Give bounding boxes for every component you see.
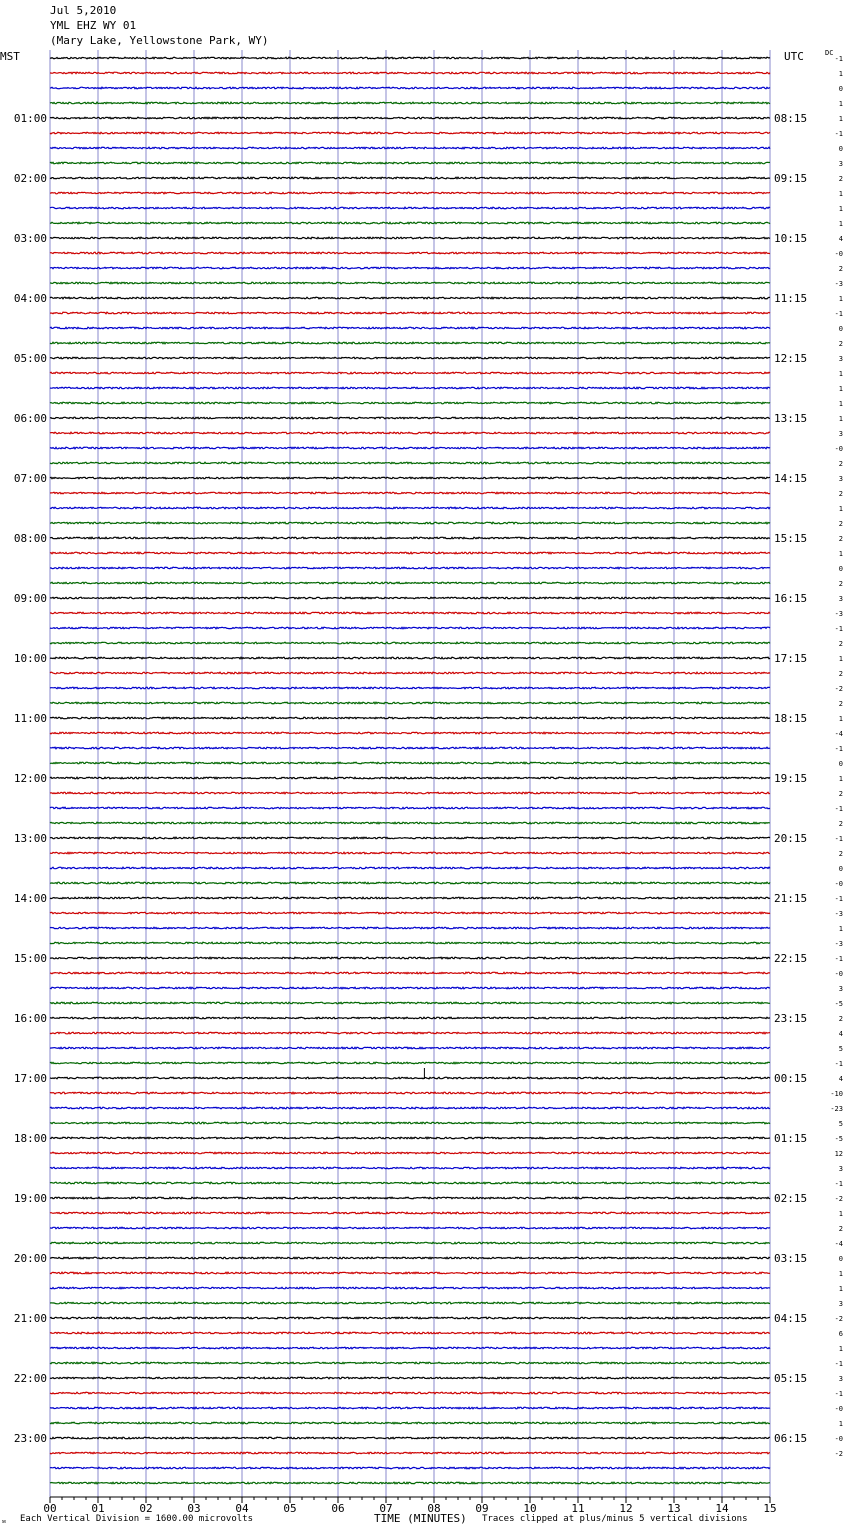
dc-offset-label: 3 [838,1300,843,1308]
right-hour-label: 22:15 [774,952,808,965]
right-hour-label: 15:15 [774,532,808,545]
trace-line [50,1197,770,1199]
trace-line [50,882,770,884]
dc-offset-label: -1 [834,625,843,633]
trace-line [50,837,770,839]
left-hour-label: 17:00 [13,1072,47,1085]
trace-line [50,987,770,989]
dc-offset-label: 1 [838,115,843,123]
trace-line [50,147,770,149]
trace-line [50,687,770,689]
dc-offset-label: 1 [838,775,843,783]
trace-line [50,627,770,629]
trace-line [50,1287,770,1289]
dc-offset-label: 3 [838,355,843,363]
dc-offset-label: 0 [838,145,843,153]
dc-offset-label: -0 [834,970,843,978]
dc-offset-label: -1 [834,1390,843,1398]
x-tick-label: 12 [619,1502,633,1515]
left-hour-label: 12:00 [13,772,47,785]
right-timezone-label: UTC [784,50,804,63]
dc-offset-label: 1 [838,100,843,108]
dc-offset-label: -1 [834,805,843,813]
trace-line [50,762,770,764]
left-hour-label: 06:00 [13,412,47,425]
trace-line [50,1002,770,1004]
trace-line [50,1152,770,1154]
dc-offset-label: 2 [838,1225,843,1233]
dc-offset-label: -1 [834,955,843,963]
left-hour-label: 04:00 [13,292,47,305]
trace-line [50,417,770,419]
x-tick-label: 02 [139,1502,153,1515]
trace-line [50,222,770,224]
dc-offset-label: -2 [834,1450,843,1458]
corner-mark: ᴍ [2,1518,6,1525]
dc-offset-label: -1 [834,745,843,753]
dc-offset-label: 1 [838,715,843,723]
dc-offset-label: -3 [834,940,843,948]
dc-offset-label: 4 [838,235,843,243]
x-tick-label: 13 [667,1502,681,1515]
dc-offset-label: -0 [834,1405,843,1413]
right-hour-label: 09:15 [774,172,808,185]
trace-line [50,72,770,74]
dc-offset-label: 4 [838,1075,843,1083]
trace-line [50,1332,770,1334]
dc-offset-label: -0 [834,1435,843,1443]
dc-offset-label: 1 [838,1420,843,1428]
dc-offset-label: -1 [834,895,843,903]
left-hour-label: 09:00 [13,592,47,605]
trace-line [50,297,770,299]
dc-offset-label: -1 [834,55,843,63]
x-tick-label: 00 [43,1502,57,1515]
dc-offset-label: 1 [838,550,843,558]
trace-line [50,477,770,479]
trace-line [50,957,770,959]
trace-line [50,822,770,824]
left-hour-label: 11:00 [13,712,47,725]
dc-offset-label: -3 [834,910,843,918]
left-hour-label: 15:00 [13,952,47,965]
dc-offset-label: -1 [834,1060,843,1068]
dc-offset-label: 3 [838,985,843,993]
dc-offset-label: 2 [838,790,843,798]
dc-offset-label: 2 [838,265,843,273]
dc-offset-label: -1 [834,130,843,138]
dc-offset-label: 1 [838,1345,843,1353]
dc-offset-label: 1 [838,505,843,513]
trace-line [50,567,770,569]
trace-line [50,597,770,599]
clipping-note: Traces clipped at plus/minus 5 vertical divisions [482,1514,748,1524]
right-hour-label: 01:15 [774,1132,808,1145]
x-tick-label: 09 [475,1502,489,1515]
trace-line [50,402,770,404]
trace-line [50,237,770,239]
station-location: (Mary Lake, Yellowstone Park, WY) [50,34,269,47]
trace-line [50,462,770,464]
trace-line [50,1017,770,1019]
dc-offset-label: 1 [838,1210,843,1218]
left-hour-label: 18:00 [13,1132,47,1145]
dc-offset-label: 1 [838,70,843,78]
dc-offset-label: 5 [838,1045,843,1053]
dc-offset-label: 1 [838,1285,843,1293]
dc-offset-label: 5 [838,1120,843,1128]
x-tick-label: 10 [523,1502,537,1515]
left-hour-label: 23:00 [13,1432,47,1445]
dc-offset-label: 2 [838,490,843,498]
trace-line [50,897,770,899]
trace-line [50,792,770,794]
trace-line [50,177,770,179]
trace-line [50,552,770,554]
dc-offset-label: 0 [838,1255,843,1263]
trace-line [50,732,770,734]
dc-offset-label: 2 [838,175,843,183]
trace-line [50,1047,770,1049]
right-hour-label: 23:15 [774,1012,808,1025]
dc-offset-label: 2 [838,460,843,468]
right-hour-label: 17:15 [774,652,808,665]
left-hour-label: 08:00 [13,532,47,545]
dc-offset-label: 3 [838,430,843,438]
trace-line [50,1347,770,1349]
dc-offset-label: -0 [834,445,843,453]
x-tick-label: 14 [715,1502,729,1515]
dc-offset-label: 1 [838,655,843,663]
dc-offset-label: -3 [834,280,843,288]
trace-line [50,1272,770,1274]
trace-line [50,1302,770,1304]
trace-line [50,852,770,854]
dc-offset-label: 1 [838,385,843,393]
trace-line [50,1032,770,1034]
dc-offset-label: 2 [838,640,843,648]
left-hour-label: 13:00 [13,832,47,845]
dc-offset-label: -1 [834,1180,843,1188]
trace-line [50,1062,770,1064]
trace-line [50,612,770,614]
dc-offset-label: -1 [834,1360,843,1368]
trace-line [50,1167,770,1169]
left-hour-label: 21:00 [13,1312,47,1325]
trace-line [50,1467,770,1469]
trace-line [50,1227,770,1229]
dc-offset-label: 2 [838,670,843,678]
trace-line [50,1482,770,1484]
dc-offset-label: 0 [838,760,843,768]
dc-offset-label: 0 [838,565,843,573]
trace-line [50,1317,770,1319]
trace-line [50,1107,770,1109]
right-hour-label: 02:15 [774,1192,808,1205]
station-id: YML EHZ WY 01 [50,19,137,32]
trace-line [50,162,770,164]
trace-line [50,522,770,524]
trace-line [50,507,770,509]
trace-line [50,1122,770,1124]
dc-offset-label: -5 [834,1135,843,1143]
left-hour-label: 19:00 [13,1192,47,1205]
trace-line [50,942,770,944]
dc-offset-label: 2 [838,520,843,528]
right-hour-label: 12:15 [774,352,808,365]
trace-line [50,207,770,209]
trace-line [50,102,770,104]
x-tick-label: 04 [235,1502,249,1515]
trace-line [50,1212,770,1214]
right-hour-label: 04:15 [774,1312,808,1325]
dc-offset-label: 12 [834,1150,843,1158]
dc-offset-label: -23 [830,1105,843,1113]
trace-line [50,87,770,89]
dc-offset-label: -2 [834,1315,843,1323]
left-hour-label: 10:00 [13,652,47,665]
trace-line [50,1242,770,1244]
left-hour-label: 02:00 [13,172,47,185]
dc-offset-label: -4 [834,730,843,738]
dc-offset-label: 0 [838,85,843,93]
trace-line [50,1362,770,1364]
trace-line [50,1257,770,1259]
trace-line [50,312,770,314]
trace-line [50,1137,770,1139]
trace-line [50,372,770,374]
trace-line [50,492,770,494]
dc-offset-label: -2 [834,685,843,693]
dc-offset-label: 1 [838,205,843,213]
trace-line [50,1437,770,1439]
trace-line [50,117,770,119]
left-hour-label: 05:00 [13,352,47,365]
dc-offset-label: 3 [838,475,843,483]
dc-offset-label: 2 [838,1015,843,1023]
right-hour-label: 20:15 [774,832,808,845]
dc-offset-label: 3 [838,1165,843,1173]
dc-offset-label: 6 [838,1330,843,1338]
dc-offset-label: 3 [838,595,843,603]
right-hour-label: 14:15 [774,472,808,485]
dc-offset-label: 3 [838,1375,843,1383]
x-tick-label: 15 [763,1502,777,1515]
x-tick-label: 01 [91,1502,105,1515]
dc-offset-label: 0 [838,865,843,873]
trace-line [50,717,770,719]
trace-line [50,1422,770,1424]
right-hour-label: 00:15 [774,1072,808,1085]
plot-date: Jul 5,2010 [50,4,117,17]
right-hour-label: 03:15 [774,1252,808,1265]
dc-offset-label: 3 [838,160,843,168]
right-hour-label: 21:15 [774,892,808,905]
dc-offset-label: 2 [838,700,843,708]
left-hour-label: 20:00 [13,1252,47,1265]
x-tick-label: 05 [283,1502,297,1515]
scale-note: Each Vertical Division = 1600.00 microvolts [20,1514,253,1524]
right-hour-label: 10:15 [774,232,808,245]
right-hour-label: 16:15 [774,592,808,605]
trace-line [50,657,770,659]
right-hour-label: 13:15 [774,412,808,425]
dc-offset-label: -0 [834,250,843,258]
trace-line [50,867,770,869]
trace-line [50,1392,770,1394]
trace-line [50,192,770,194]
dc-offset-label: 2 [838,820,843,828]
dc-offset-label: 0 [838,325,843,333]
dc-offset-label: 1 [838,370,843,378]
left-hour-label: 03:00 [13,232,47,245]
right-hour-label: 05:15 [774,1372,808,1385]
left-hour-label: 01:00 [13,112,47,125]
trace-line [50,57,770,59]
trace-line [50,447,770,449]
trace-line [50,267,770,269]
trace-line [50,927,770,929]
trace-line [50,357,770,359]
dc-offset-label: 2 [838,850,843,858]
x-axis-label: TIME (MINUTES) [374,1512,467,1525]
x-tick-label: 08 [427,1502,441,1515]
trace-line [50,342,770,344]
dc-offset-label: -1 [834,835,843,843]
trace-line [50,912,770,914]
trace-line [50,582,770,584]
trace-line [50,1182,770,1184]
x-tick-label: 07 [379,1502,393,1515]
dc-offset-label: 1 [838,925,843,933]
trace-line [50,1092,770,1094]
right-hour-label: 19:15 [774,772,808,785]
trace-line [50,327,770,329]
trace-line [50,972,770,974]
left-hour-label: 07:00 [13,472,47,485]
trace-line [50,1377,770,1379]
left-hour-label: 22:00 [13,1372,47,1385]
dc-offset-label: 4 [838,1030,843,1038]
dc-offset-label: -3 [834,610,843,618]
left-timezone-label: MST [0,50,20,63]
trace-line [50,537,770,539]
left-hour-label: 14:00 [13,892,47,905]
trace-line [50,432,770,434]
trace-line [50,807,770,809]
dc-offset-label: 1 [838,400,843,408]
dc-offset-label: -1 [834,310,843,318]
dc-offset-label: 1 [838,220,843,228]
right-hour-label: 18:15 [774,712,808,725]
dc-offset-label: -5 [834,1000,843,1008]
dc-offset-label: 2 [838,535,843,543]
dc-offset-label: -10 [830,1090,843,1098]
trace-line [50,747,770,749]
trace-line [50,777,770,779]
dc-offset-label: 1 [838,190,843,198]
trace-line [50,252,770,254]
dc-offset-label: -2 [834,1195,843,1203]
trace-line [50,1407,770,1409]
dc-offset-header: DC [825,49,834,57]
dc-offset-label: -0 [834,880,843,888]
trace-line [50,387,770,389]
trace-line [50,642,770,644]
dc-offset-label: 2 [838,340,843,348]
x-tick-label: 03 [187,1502,201,1515]
dc-offset-label: 1 [838,295,843,303]
dc-offset-label: -4 [834,1240,843,1248]
x-tick-label: 11 [571,1502,585,1515]
dc-offset-label: 1 [838,415,843,423]
x-tick-label: 06 [331,1502,345,1515]
dc-offset-label: 1 [838,1270,843,1278]
trace-line [50,672,770,674]
trace-line [50,702,770,704]
trace-line [50,132,770,134]
trace-line [50,282,770,284]
right-hour-label: 06:15 [774,1432,808,1445]
trace-line [50,1077,770,1079]
trace-line [50,1452,770,1454]
right-hour-label: 11:15 [774,292,808,305]
right-hour-label: 08:15 [774,112,808,125]
dc-offset-label: 2 [838,580,843,588]
left-hour-label: 16:00 [13,1012,47,1025]
